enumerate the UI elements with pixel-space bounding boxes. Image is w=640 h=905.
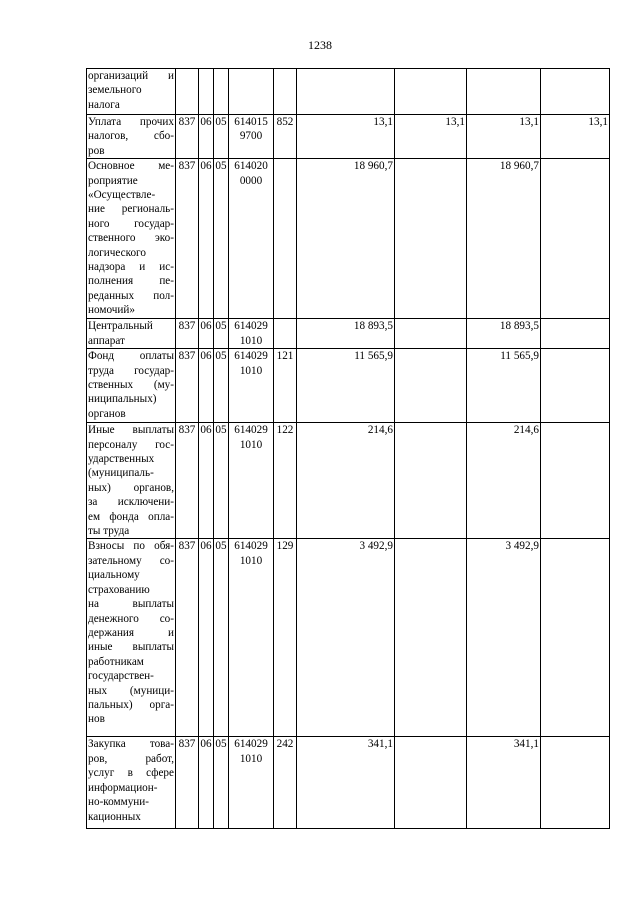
row-name-cell — [87, 349, 176, 423]
amount-cell-1: 11 565,9 — [297, 349, 395, 423]
amount-cell-4: 13,1 — [541, 115, 610, 159]
target-article-line: 1010 — [239, 438, 263, 451]
expense-type-cell — [274, 159, 297, 319]
amount-cell-1: 18 893,5 — [297, 319, 395, 349]
subsection-cell — [214, 69, 229, 115]
table-row — [87, 115, 610, 159]
page-number: 1238 — [308, 38, 332, 52]
subsection-cell: 05 — [214, 319, 229, 349]
row-name-line: информацион- — [88, 781, 158, 794]
amount-cell-1: 3 492,9 — [297, 539, 395, 737]
ministry-code-cell: 837 — [176, 539, 199, 737]
row-name-line: реданных пол- — [88, 289, 174, 302]
ministry-code-cell — [176, 69, 199, 115]
amount-cell-4 — [541, 539, 610, 737]
ministry-code-cell: 837 — [176, 115, 199, 159]
row-name-line: на выплаты — [88, 598, 174, 611]
row-name-line: за исключени- — [88, 496, 174, 509]
row-name-line: работникам — [88, 655, 144, 668]
row-name-line: ров — [88, 144, 105, 157]
row-name-cell — [87, 539, 176, 737]
target-article-line: 1010 — [239, 752, 263, 765]
amount-cell-3: 11 565,9 — [467, 349, 541, 423]
amount-cell-4 — [541, 69, 610, 115]
expense-type-cell: 129 — [274, 539, 297, 737]
budget-table-body — [87, 69, 610, 829]
amount-cell-1 — [297, 69, 395, 115]
target-article-line: 1010 — [239, 364, 263, 377]
row-name-line: ем фонда опла- — [88, 510, 174, 523]
row-name-line: ных (муници- — [88, 684, 174, 697]
amount-cell-1: 18 960,7 — [297, 159, 395, 319]
target-article-line: 1010 — [239, 554, 263, 567]
row-name-cell — [87, 159, 176, 319]
target-article-line: 614029 — [234, 424, 268, 437]
row-name-line: нов — [88, 713, 105, 726]
target-article-cell — [229, 539, 274, 737]
row-name-line: земельного — [88, 84, 142, 97]
amount-cell-2 — [395, 69, 467, 115]
amount-cell-3: 18 893,5 — [467, 319, 541, 349]
row-name-line: роприятие — [88, 174, 138, 187]
subsection-cell: 05 — [214, 115, 229, 159]
row-name-line: но-коммуни- — [88, 796, 150, 809]
row-name-cell — [87, 423, 176, 539]
target-article-line: 614029 — [234, 320, 268, 333]
row-name-line: циальному — [88, 569, 140, 582]
expense-type-cell — [274, 69, 297, 115]
amount-cell-2 — [395, 423, 467, 539]
row-name-line: налога — [88, 98, 120, 111]
row-name-line: полнения пе- — [88, 275, 174, 288]
row-name-line: налогов, сбо- — [88, 130, 174, 143]
target-article-line: 1010 — [239, 334, 263, 347]
amount-cell-4 — [541, 159, 610, 319]
row-name-line: кационных — [88, 810, 141, 823]
row-name-line: денежного со- — [88, 612, 174, 625]
amount-cell-1: 13,1 — [297, 115, 395, 159]
section-cell — [199, 69, 214, 115]
row-name-line: держания и — [88, 626, 174, 639]
amount-cell-4 — [541, 319, 610, 349]
amount-cell-2 — [395, 319, 467, 349]
amount-cell-3 — [467, 69, 541, 115]
row-name-line: ров, работ, — [88, 752, 174, 765]
row-name-line: Взносы по обя- — [88, 540, 174, 553]
expense-type-cell: 121 — [274, 349, 297, 423]
row-name-line: ты труда — [88, 525, 130, 538]
section-cell: 06 — [199, 319, 214, 349]
amount-cell-2 — [395, 349, 467, 423]
amount-cell-2 — [395, 159, 467, 319]
amount-cell-1: 214,6 — [297, 423, 395, 539]
row-name-line: ниципальных) — [88, 393, 157, 406]
ministry-code-cell: 837 — [176, 349, 199, 423]
table-row — [87, 423, 610, 539]
table-row — [87, 539, 610, 737]
row-name-line: Иные выплаты — [88, 424, 174, 437]
table-row — [87, 159, 610, 319]
ministry-code-cell: 837 — [176, 319, 199, 349]
table-row — [87, 349, 610, 423]
target-article-cell — [229, 159, 274, 319]
row-name-line: логического — [88, 246, 146, 259]
row-name-cell — [87, 115, 176, 159]
target-article-cell — [229, 349, 274, 423]
subsection-cell: 05 — [214, 737, 229, 829]
section-cell: 06 — [199, 159, 214, 319]
row-name-line: страхованию — [88, 583, 150, 596]
subsection-cell: 05 — [214, 423, 229, 539]
row-name-line: иные выплаты — [88, 641, 174, 654]
row-name-line: номочий» — [88, 304, 135, 317]
row-name-line: органов — [88, 407, 126, 420]
section-cell: 06 — [199, 539, 214, 737]
row-name-line: персоналу гос- — [88, 438, 174, 451]
amount-cell-3: 18 960,7 — [467, 159, 541, 319]
target-article-line: 0000 — [239, 174, 263, 187]
row-name-line: ственного эко- — [88, 232, 174, 245]
target-article-cell — [229, 737, 274, 829]
row-name-cell — [87, 69, 176, 115]
budget-table — [86, 68, 610, 829]
row-name-line: (муниципаль- — [88, 467, 154, 480]
amount-cell-2 — [395, 737, 467, 829]
table-row — [87, 319, 610, 349]
amount-cell-2 — [395, 539, 467, 737]
target-article-line: 614015 — [234, 116, 268, 128]
row-name-cell — [87, 319, 176, 349]
row-name-line: Закупка това- — [88, 738, 174, 751]
row-name-line: пальных) орга- — [88, 698, 174, 711]
expense-type-cell — [274, 319, 297, 349]
subsection-cell: 05 — [214, 159, 229, 319]
row-name-line: ственных (му- — [88, 379, 174, 392]
row-name-line: Уплата прочих — [88, 116, 174, 128]
section-cell: 06 — [199, 115, 214, 159]
amount-cell-3: 3 492,9 — [467, 539, 541, 737]
amount-cell-3: 341,1 — [467, 737, 541, 829]
target-article-line: 614020 — [234, 160, 268, 173]
ministry-code-cell: 837 — [176, 423, 199, 539]
row-name-line: зательному со- — [88, 554, 174, 567]
expense-type-cell: 122 — [274, 423, 297, 539]
row-name-line: услуг в сфере — [88, 767, 174, 780]
expense-type-cell: 852 — [274, 115, 297, 159]
row-name-cell — [87, 737, 176, 829]
table-row — [87, 69, 610, 115]
target-article-cell — [229, 319, 274, 349]
amount-cell-4 — [541, 349, 610, 423]
row-name-line: Фонд оплаты — [88, 350, 174, 363]
section-cell: 06 — [199, 737, 214, 829]
row-name-line: ного государ- — [88, 217, 174, 230]
row-name-line: ударственных — [88, 453, 155, 466]
target-article-line: 614029 — [234, 738, 268, 751]
subsection-cell: 05 — [214, 539, 229, 737]
amount-cell-2: 13,1 — [395, 115, 467, 159]
target-article-line: 614029 — [234, 350, 268, 363]
section-cell: 06 — [199, 423, 214, 539]
amount-cell-4 — [541, 737, 610, 829]
ministry-code-cell: 837 — [176, 737, 199, 829]
target-article-cell — [229, 423, 274, 539]
amount-cell-1: 341,1 — [297, 737, 395, 829]
amount-cell-3: 214,6 — [467, 423, 541, 539]
table-row — [87, 737, 610, 829]
row-name-line: надзора и ис- — [88, 261, 174, 274]
expense-type-cell: 242 — [274, 737, 297, 829]
target-article-cell — [229, 115, 274, 159]
amount-cell-4 — [541, 423, 610, 539]
target-article-line: 9700 — [239, 130, 263, 143]
target-article-line: 614029 — [234, 540, 268, 553]
row-name-line: аппарат — [88, 334, 125, 347]
row-name-line: Центральный — [88, 320, 153, 333]
target-article-cell — [229, 69, 274, 115]
row-name-line: труда государ- — [88, 364, 174, 377]
section-cell: 06 — [199, 349, 214, 423]
row-name-line: ние региональ- — [88, 203, 174, 216]
subsection-cell: 05 — [214, 349, 229, 423]
ministry-code-cell: 837 — [176, 159, 199, 319]
row-name-line: ных) органов, — [88, 481, 174, 494]
row-name-line: организаций и — [88, 70, 174, 82]
row-name-line: государствен- — [88, 670, 154, 683]
amount-cell-3: 13,1 — [467, 115, 541, 159]
row-name-line: «Осуществле- — [88, 189, 156, 202]
row-name-line: Основное ме- — [88, 160, 174, 173]
